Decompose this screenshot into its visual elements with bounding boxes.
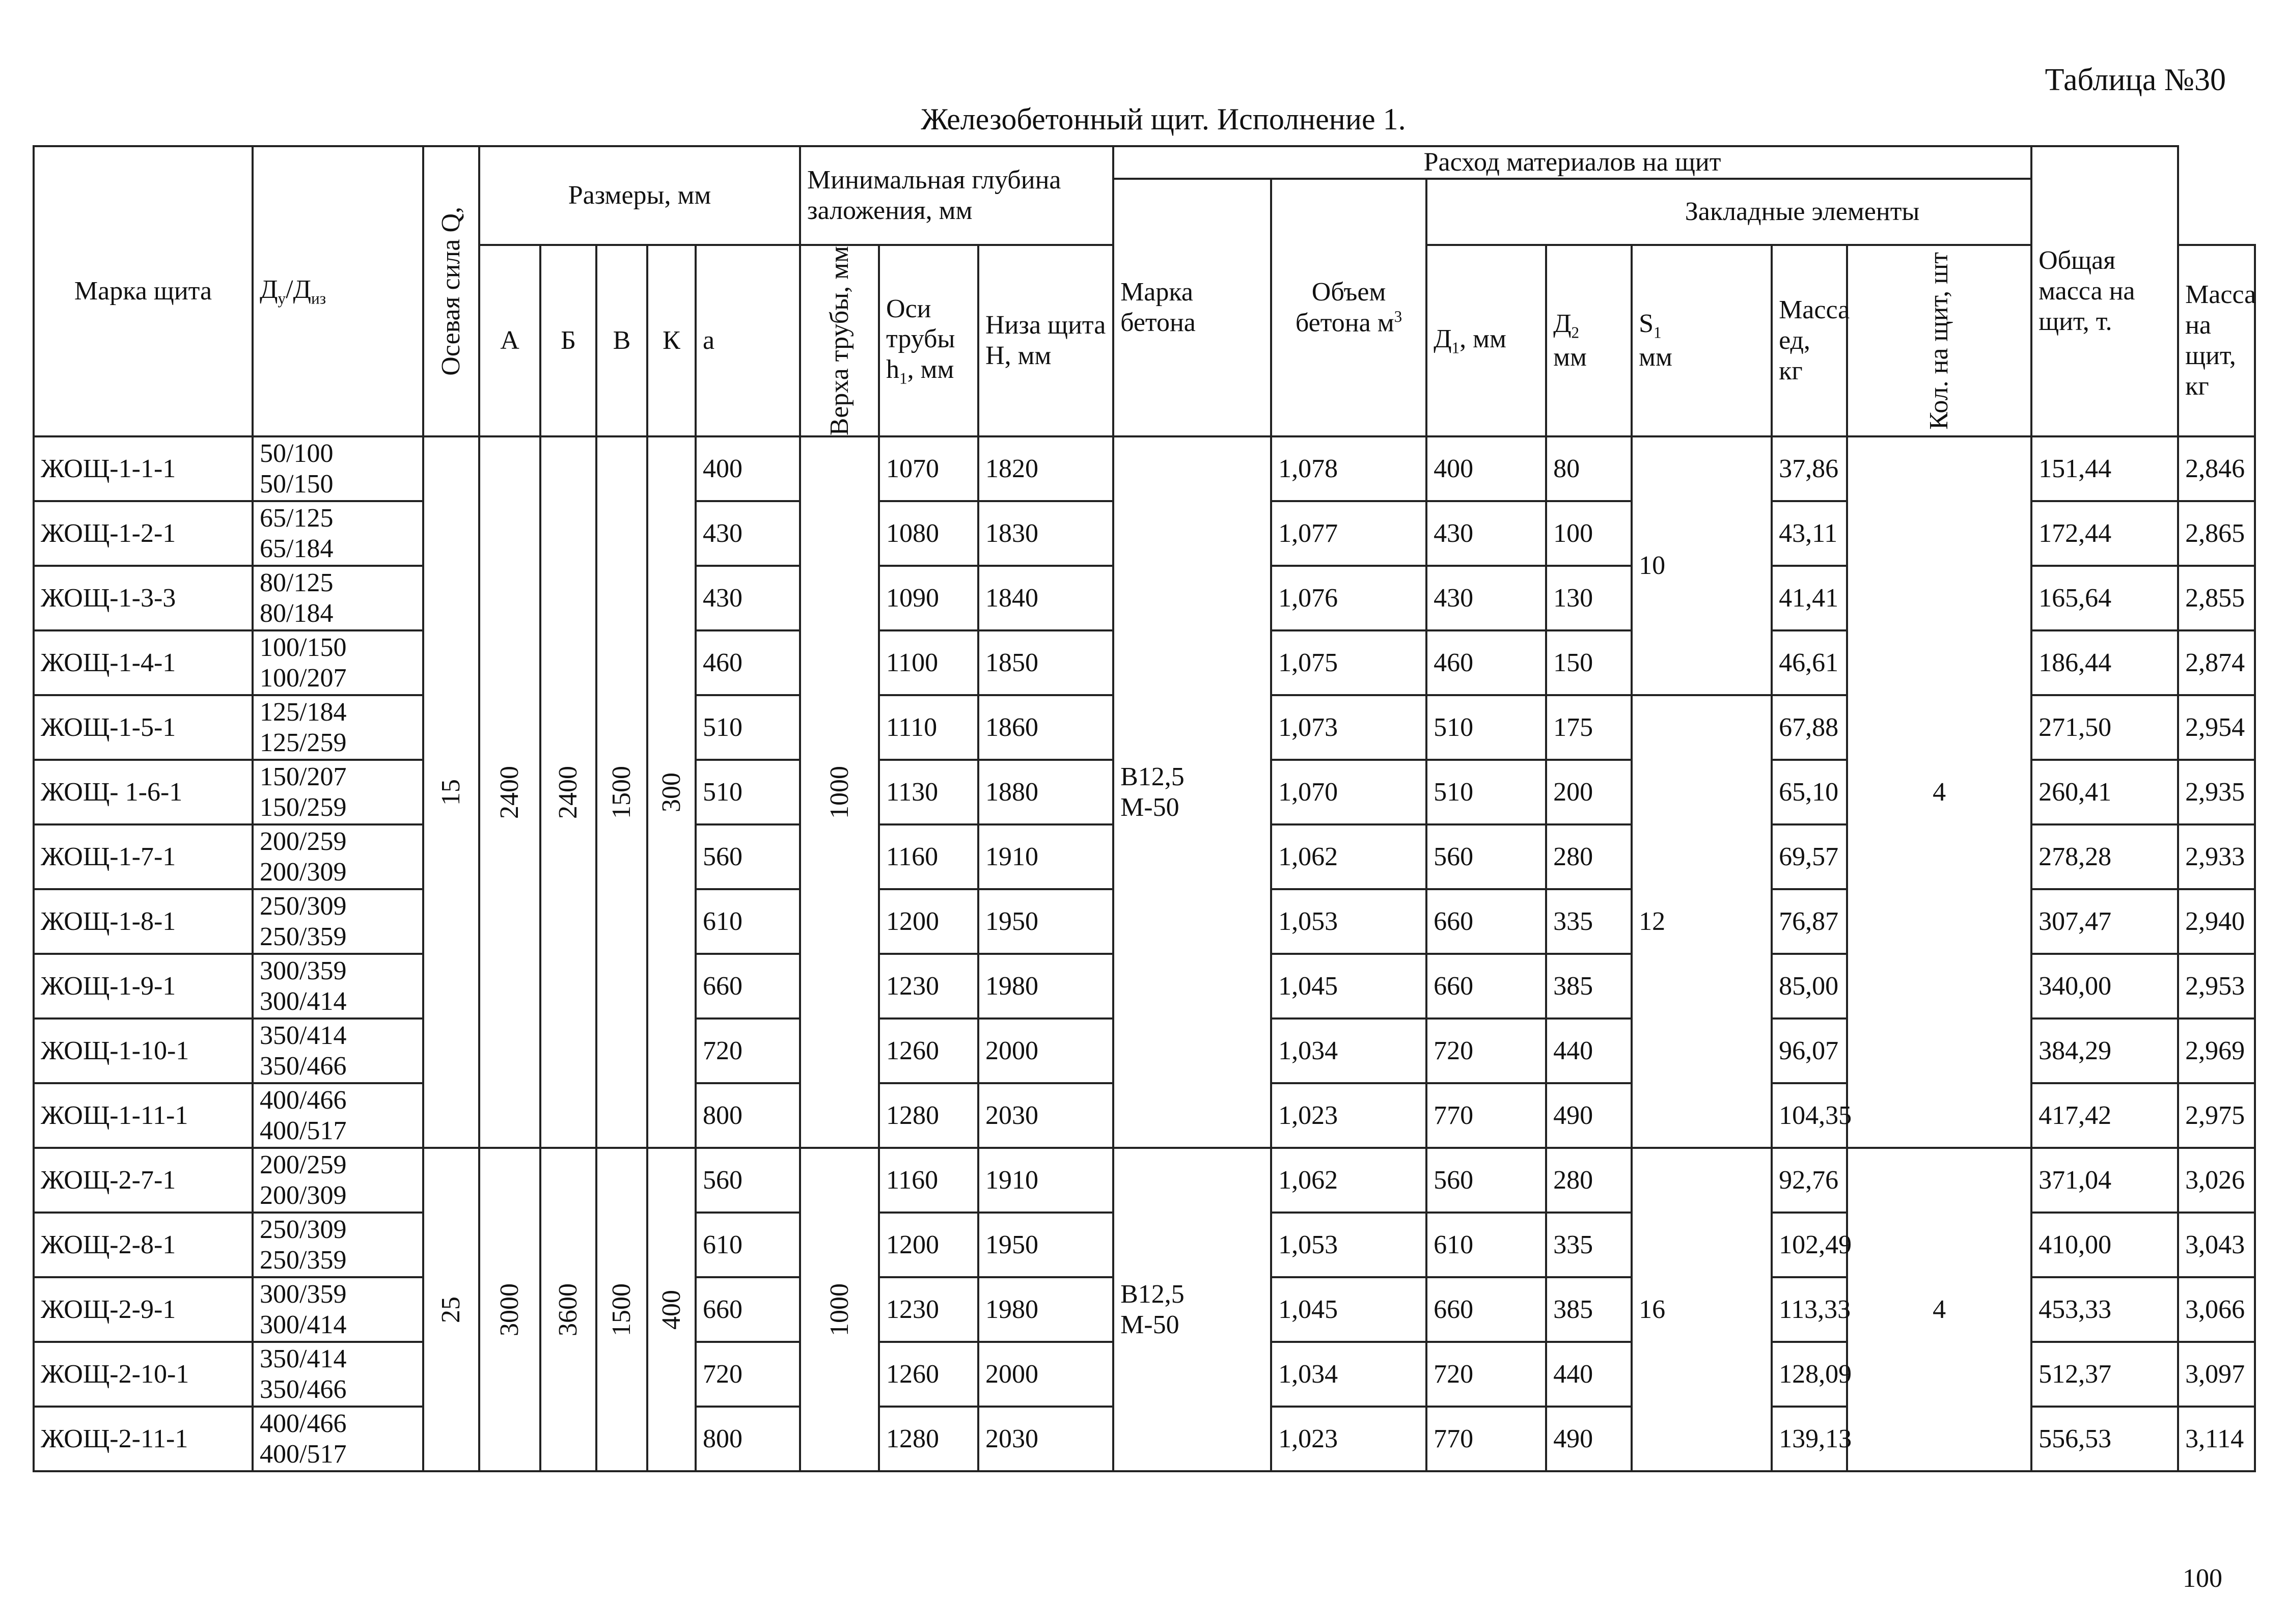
cell-axial-force: 25: [423, 1148, 479, 1471]
cell-a: 400: [696, 436, 800, 501]
cell-dn: 50/100 50/150: [253, 436, 423, 501]
cell-mass-unit: 69,57: [1772, 824, 1847, 889]
cell-a: 430: [696, 501, 800, 566]
cell-dn: 125/184 125/259: [253, 695, 423, 760]
cell-dn: 250/309 250/359: [253, 1213, 423, 1277]
header-concrete-brand: Марка бетона: [1113, 179, 1271, 436]
cell-a: 560: [696, 1148, 800, 1213]
cell-brand: ЖОЩ-1-3-3: [34, 566, 253, 630]
cell-d1: 460: [1426, 630, 1546, 695]
cell-d1: 400: [1426, 436, 1546, 501]
cell-h1: 1260: [879, 1342, 978, 1407]
cell-mass-shield: 260,41: [2031, 760, 2178, 824]
header-a-upper: А: [479, 245, 540, 436]
cell-mass-shield: 165,64: [2031, 566, 2178, 630]
cell-H: 1850: [978, 630, 1113, 695]
cell-h1: 1200: [879, 1213, 978, 1277]
cell-brand: ЖОЩ-1-4-1: [34, 630, 253, 695]
cell-a: 460: [696, 630, 800, 695]
cell-total: 3,066: [2178, 1277, 2255, 1342]
cell-mass-shield: 340,00: [2031, 954, 2178, 1019]
cell-d1: 660: [1426, 954, 1546, 1019]
cell-volume: 1,076: [1271, 566, 1426, 630]
cell-h1: 1070: [879, 436, 978, 501]
cell-total: 2,954: [2178, 695, 2255, 760]
cell-brand: ЖОЩ-1-10-1: [34, 1019, 253, 1083]
cell-size-b: 2400: [540, 436, 596, 1148]
cell-s1: 10: [1632, 436, 1772, 695]
cell-mass-unit: 102,49: [1772, 1213, 1847, 1277]
cell-mass-unit: 113,33: [1772, 1277, 1847, 1342]
cell-h1: 1100: [879, 630, 978, 695]
cell-d1: 430: [1426, 566, 1546, 630]
cell-volume: 1,070: [1271, 760, 1426, 824]
cell-total: 2,969: [2178, 1019, 2255, 1083]
header-total-mass: Общая масса на щит, т.: [2031, 146, 2178, 436]
cell-d2: 385: [1546, 954, 1632, 1019]
cell-d1: 510: [1426, 695, 1546, 760]
cell-d2: 335: [1546, 1213, 1632, 1277]
cell-volume: 1,062: [1271, 824, 1426, 889]
cell-H: 1910: [978, 1148, 1113, 1213]
cell-total: 3,043: [2178, 1213, 2255, 1277]
header-mass-unit: Масса ед, кг: [1772, 245, 1847, 436]
header-k: К: [647, 245, 696, 436]
cell-dn: 65/125 65/184: [253, 501, 423, 566]
cell-size-v: 1500: [596, 436, 647, 1148]
cell-d1: 720: [1426, 1019, 1546, 1083]
cell-brand: ЖОЩ-1-5-1: [34, 695, 253, 760]
header-shield-bottom: Низа щита H, мм: [978, 245, 1113, 436]
cell-brand: ЖОЩ-1-11-1: [34, 1083, 253, 1148]
cell-mass-unit: 139,13: [1772, 1407, 1847, 1471]
cell-a: 660: [696, 954, 800, 1019]
cell-mass-shield: 371,04: [2031, 1148, 2178, 1213]
cell-d2: 175: [1546, 695, 1632, 760]
cell-h1: 1110: [879, 695, 978, 760]
header-materials: Расход материалов на щит: [1113, 146, 2031, 179]
cell-H: 1980: [978, 954, 1113, 1019]
cell-volume: 1,077: [1271, 501, 1426, 566]
cell-H: 1820: [978, 436, 1113, 501]
data-table: [33, 145, 2256, 1472]
cell-h1: 1090: [879, 566, 978, 630]
cell-H: 1910: [978, 824, 1113, 889]
cell-volume: 1,073: [1271, 695, 1426, 760]
cell-h1: 1260: [879, 1019, 978, 1083]
cell-H: 1950: [978, 1213, 1113, 1277]
cell-mass-shield: 307,47: [2031, 889, 2178, 954]
cell-d2: 200: [1546, 760, 1632, 824]
cell-brand: ЖОЩ-2-10-1: [34, 1342, 253, 1407]
cell-d2: 385: [1546, 1277, 1632, 1342]
cell-d1: 770: [1426, 1407, 1546, 1471]
cell-d1: 560: [1426, 824, 1546, 889]
header-qty: Кол. на щит, шт: [1847, 245, 2031, 436]
cell-d1: 660: [1426, 1277, 1546, 1342]
cell-d2: 335: [1546, 889, 1632, 954]
cell-qty: 4: [1847, 436, 2031, 1148]
cell-d1: 610: [1426, 1213, 1546, 1277]
cell-total: 3,097: [2178, 1342, 2255, 1407]
cell-volume: 1,023: [1271, 1083, 1426, 1148]
cell-pipe-top: 1000: [800, 436, 879, 1148]
cell-total: 3,026: [2178, 1148, 2255, 1213]
cell-H: 1880: [978, 760, 1113, 824]
table-row: [34, 436, 2255, 501]
cell-mass-shield: 172,44: [2031, 501, 2178, 566]
cell-a: 610: [696, 889, 800, 954]
cell-dn: 400/466 400/517: [253, 1407, 423, 1471]
cell-dn: 300/359 300/414: [253, 1277, 423, 1342]
cell-s1: 12: [1632, 695, 1772, 1148]
cell-d2: 440: [1546, 1342, 1632, 1407]
cell-size-v: 1500: [596, 1148, 647, 1471]
cell-total: 2,846: [2178, 436, 2255, 501]
cell-a: 660: [696, 1277, 800, 1342]
cell-brand: ЖОЩ-2-8-1: [34, 1213, 253, 1277]
cell-h1: 1280: [879, 1407, 978, 1471]
cell-volume: 1,053: [1271, 889, 1426, 954]
table-label: Таблица №30: [2045, 63, 2226, 97]
cell-mass-shield: 271,50: [2031, 695, 2178, 760]
cell-mass-unit: 43,11: [1772, 501, 1847, 566]
cell-h1: 1230: [879, 1277, 978, 1342]
cell-d2: 130: [1546, 566, 1632, 630]
cell-d2: 490: [1546, 1407, 1632, 1471]
header-v: В: [596, 245, 647, 436]
table-title: Железобетонный щит. Исполнение 1.: [921, 102, 1406, 136]
cell-total: 3,114: [2178, 1407, 2255, 1471]
cell-mass-shield: 453,33: [2031, 1277, 2178, 1342]
cell-dn: 350/414 350/466: [253, 1019, 423, 1083]
cell-brand: ЖОЩ-1-1-1: [34, 436, 253, 501]
cell-d1: 770: [1426, 1083, 1546, 1148]
cell-total: 2,935: [2178, 760, 2255, 824]
cell-mass-shield: 186,44: [2031, 630, 2178, 695]
cell-brand: ЖОЩ-1-2-1: [34, 501, 253, 566]
cell-dn: 400/466 400/517: [253, 1083, 423, 1148]
cell-d2: 280: [1546, 824, 1632, 889]
cell-H: 2000: [978, 1019, 1113, 1083]
page-number: 100: [2183, 1564, 2222, 1593]
cell-volume: 1,023: [1271, 1407, 1426, 1471]
header-embedded: Закладные элементы: [1426, 179, 2178, 245]
cell-H: 2030: [978, 1407, 1113, 1471]
cell-mass-shield: 556,53: [2031, 1407, 2178, 1471]
cell-d1: 720: [1426, 1342, 1546, 1407]
cell-mass-unit: 76,87: [1772, 889, 1847, 954]
cell-d2: 150: [1546, 630, 1632, 695]
header-s1: $S_1$ мм: [1632, 245, 1772, 436]
cell-H: 1950: [978, 889, 1113, 954]
cell-size-a: 2400: [479, 436, 540, 1148]
header-sizes: Размеры, мм: [479, 146, 800, 245]
header-min-depth: Минимальная глубина заложения, мм: [800, 146, 1113, 245]
cell-a: 800: [696, 1407, 800, 1471]
cell-h1: 1200: [879, 889, 978, 954]
cell-brand: ЖОЩ-1-9-1: [34, 954, 253, 1019]
cell-brand: ЖОЩ-2-11-1: [34, 1407, 253, 1471]
cell-concrete-brand: В12,5 М-50: [1113, 1148, 1271, 1471]
cell-mass-shield: 512,37: [2031, 1342, 2178, 1407]
cell-a: 560: [696, 824, 800, 889]
cell-h1: 1160: [879, 824, 978, 889]
header-d1: $Д_1$, мм: [1426, 245, 1546, 436]
header-axial-force: Осевая сила Q,: [423, 146, 479, 436]
cell-mass-shield: 278,28: [2031, 824, 2178, 889]
header-brand: Марка щита: [34, 146, 253, 436]
cell-a: 720: [696, 1342, 800, 1407]
cell-total: 2,940: [2178, 889, 2255, 954]
cell-h1: 1160: [879, 1148, 978, 1213]
cell-h1: 1280: [879, 1083, 978, 1148]
cell-volume: 1,045: [1271, 954, 1426, 1019]
header-dn: $Д_у/Д_{из}$: [253, 146, 423, 436]
cell-dn: 350/414 350/466: [253, 1342, 423, 1407]
cell-H: 1840: [978, 566, 1113, 630]
cell-a: 430: [696, 566, 800, 630]
cell-total: 2,933: [2178, 824, 2255, 889]
cell-H: 1980: [978, 1277, 1113, 1342]
cell-d2: 100: [1546, 501, 1632, 566]
header-d2: $Д_2$ мм: [1546, 245, 1632, 436]
cell-brand: ЖОЩ- 1-6-1: [34, 760, 253, 824]
cell-a: 510: [696, 695, 800, 760]
cell-size-b: 3600: [540, 1148, 596, 1471]
cell-brand: ЖОЩ-2-9-1: [34, 1277, 253, 1342]
cell-d1: 660: [1426, 889, 1546, 954]
cell-H: 2030: [978, 1083, 1113, 1148]
cell-d2: 280: [1546, 1148, 1632, 1213]
cell-size-k: 300: [647, 436, 696, 1148]
cell-axial-force: 15: [423, 436, 479, 1148]
cell-volume: 1,078: [1271, 436, 1426, 501]
cell-d2: 440: [1546, 1019, 1632, 1083]
header-mass-shield: Масса на щит, кг: [2178, 245, 2255, 436]
cell-dn: 200/259 200/309: [253, 1148, 423, 1213]
cell-total: 2,865: [2178, 501, 2255, 566]
cell-h1: 1130: [879, 760, 978, 824]
cell-dn: 300/359 300/414: [253, 954, 423, 1019]
cell-volume: 1,034: [1271, 1019, 1426, 1083]
cell-mass-unit: 85,00: [1772, 954, 1847, 1019]
cell-mass-unit: 46,61: [1772, 630, 1847, 695]
cell-mass-unit: 65,10: [1772, 760, 1847, 824]
header-pipe-axis: Оси трубы $h_1$, мм: [879, 245, 978, 436]
cell-size-k: 400: [647, 1148, 696, 1471]
table-row: [34, 1148, 2255, 1213]
cell-volume: 1,062: [1271, 1148, 1426, 1213]
cell-volume: 1,053: [1271, 1213, 1426, 1277]
cell-pipe-top: 1000: [800, 1148, 879, 1471]
cell-dn: 200/259 200/309: [253, 824, 423, 889]
cell-brand: ЖОЩ-1-7-1: [34, 824, 253, 889]
cell-d2: 80: [1546, 436, 1632, 501]
cell-total: 2,953: [2178, 954, 2255, 1019]
cell-a: 510: [696, 760, 800, 824]
cell-a: 610: [696, 1213, 800, 1277]
cell-a: 720: [696, 1019, 800, 1083]
cell-dn: 100/150 100/207: [253, 630, 423, 695]
cell-dn: 80/125 80/184: [253, 566, 423, 630]
cell-h1: 1230: [879, 954, 978, 1019]
cell-mass-shield: 151,44: [2031, 436, 2178, 501]
cell-size-a: 3000: [479, 1148, 540, 1471]
cell-mass-shield: 417,42: [2031, 1083, 2178, 1148]
cell-concrete-brand: В12,5 М-50: [1113, 436, 1271, 1148]
cell-mass-unit: 96,07: [1772, 1019, 1847, 1083]
header-pipe-top: Верха трубы, мм: [800, 245, 879, 436]
cell-H: 2000: [978, 1342, 1113, 1407]
cell-h1: 1080: [879, 501, 978, 566]
cell-total: 2,975: [2178, 1083, 2255, 1148]
cell-d1: 430: [1426, 501, 1546, 566]
cell-volume: 1,034: [1271, 1342, 1426, 1407]
header-a-lower: а: [696, 245, 800, 436]
cell-qty: 4: [1847, 1148, 2031, 1471]
cell-a: 800: [696, 1083, 800, 1148]
cell-mass-unit: 104,35: [1772, 1083, 1847, 1148]
cell-mass-shield: 410,00: [2031, 1213, 2178, 1277]
cell-dn: 250/309 250/359: [253, 889, 423, 954]
cell-mass-unit: 41,41: [1772, 566, 1847, 630]
cell-brand: ЖОЩ-2-7-1: [34, 1148, 253, 1213]
cell-mass-shield: 384,29: [2031, 1019, 2178, 1083]
cell-d2: 490: [1546, 1083, 1632, 1148]
cell-brand: ЖОЩ-1-8-1: [34, 889, 253, 954]
cell-dn: 150/207 150/259: [253, 760, 423, 824]
cell-H: 1860: [978, 695, 1113, 760]
cell-total: 2,874: [2178, 630, 2255, 695]
cell-total: 2,855: [2178, 566, 2255, 630]
cell-d1: 510: [1426, 760, 1546, 824]
cell-mass-unit: 37,86: [1772, 436, 1847, 501]
cell-d1: 560: [1426, 1148, 1546, 1213]
cell-volume: 1,075: [1271, 630, 1426, 695]
cell-H: 1830: [978, 501, 1113, 566]
header-concrete-volume: Объем бетона $м^3$: [1271, 179, 1426, 436]
header-b: Б: [540, 245, 596, 436]
cell-mass-unit: 128,09: [1772, 1342, 1847, 1407]
cell-mass-unit: 67,88: [1772, 695, 1847, 760]
cell-mass-unit: 92,76: [1772, 1148, 1847, 1213]
cell-volume: 1,045: [1271, 1277, 1426, 1342]
cell-s1: 16: [1632, 1148, 1772, 1471]
